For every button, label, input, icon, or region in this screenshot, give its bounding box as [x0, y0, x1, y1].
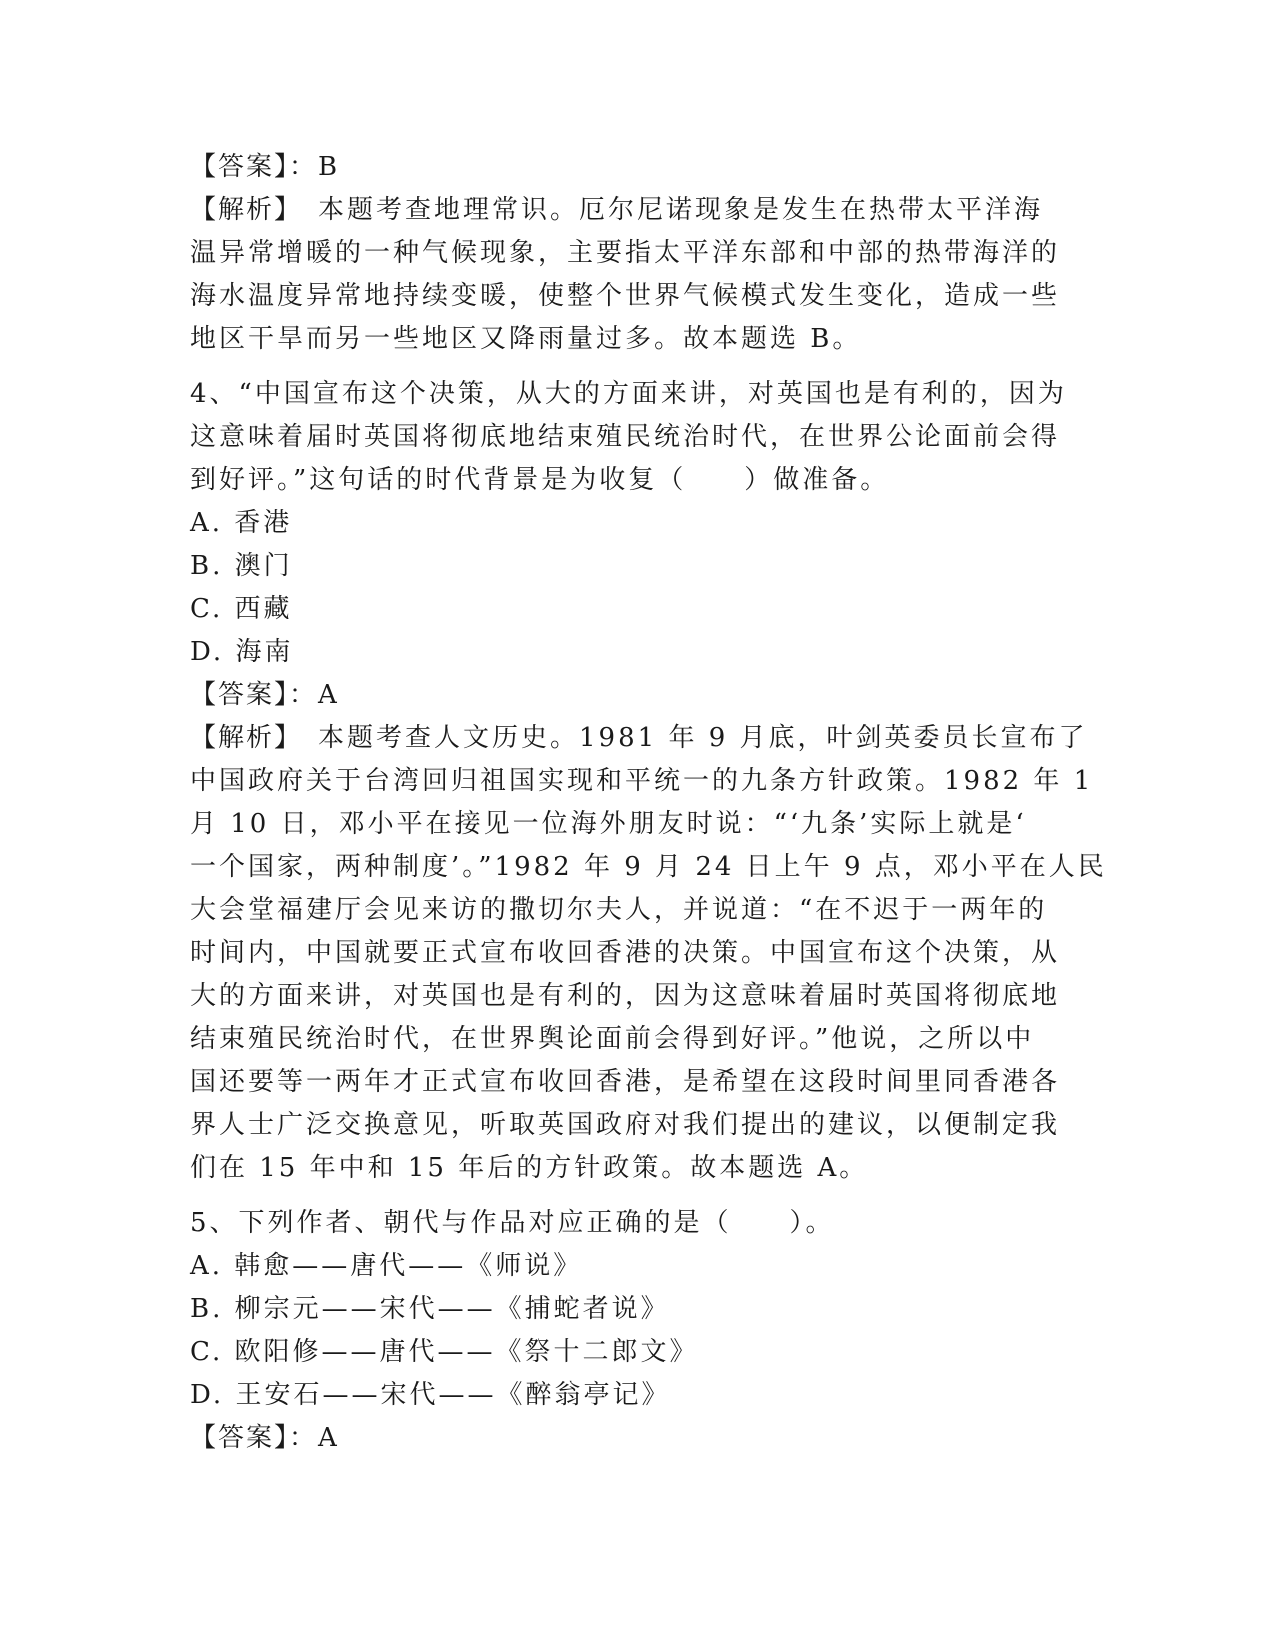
document-content [190, 146, 1107, 1460]
answer-line [190, 674, 1090, 717]
question-4-text: 这意味着届时英国将彻底地结束殖民统治时代，在世界公论面前会得 [190, 422, 1061, 452]
analysis-text: 国还要等一两年才正式宣布收回香港，是希望在这段时间里同香港各 [190, 1067, 1061, 1097]
answer-tag: 【答案】 [190, 1423, 290, 1453]
answer-tag: 【答案】 [190, 680, 290, 710]
question-5-text: 5、下列作者、朝代与作品对应正确的是（ ）。 [190, 1208, 835, 1238]
analysis-text: 地区干旱而另一些地区又降雨量过多。故本题选 B。 [190, 324, 862, 354]
analysis-line [190, 189, 1090, 232]
option-d: D. 王安石——宋代——《醉翁亭记》 [190, 1380, 671, 1410]
option-c: C. 西藏 [190, 594, 293, 624]
analysis-text: 结束殖民统治时代，在世界舆论面前会得到好评。”他说，之所以中 [190, 1024, 1035, 1054]
answer-value: ：A [289, 680, 340, 710]
analysis-text: 界人士广泛交换意见，听取英国政府对我们提出的建议，以便制定我 [190, 1110, 1061, 1140]
analysis-text: 温异常增暖的一种气候现象，主要指太平洋东部和中部的热带海洋的 [190, 238, 1061, 268]
analysis-text: 本题考查人文历史。1981 年 9 月底，叶剑英委员长宣布了 [289, 723, 1088, 753]
analysis-tag: 【解析】 [190, 723, 290, 753]
analysis-text: 一个国家，两种制度’。”1982 年 9 月 24 日上午 9 点，邓小平在人民 [190, 852, 1107, 882]
option-b: B. 澳门 [190, 551, 293, 581]
option-d: D. 海南 [190, 637, 294, 667]
answer-value: ：B [289, 152, 341, 182]
question-4-text: 到好评。”这句话的时代背景是为收复（ ）做准备。 [190, 465, 890, 495]
analysis-text: 中国政府关于台湾回归祖国实现和平统一的九条方针政策。1982 年 1 [190, 766, 1094, 796]
answer-tag: 【答案】 [190, 152, 290, 182]
option-a: A. 韩愈——唐代——《师说》 [190, 1251, 583, 1281]
answer-line [190, 146, 1090, 189]
analysis-text: 海水温度异常地持续变暖，使整个世界气候模式发生变化，造成一些 [190, 281, 1061, 311]
option-b: B. 柳宗元——宋代——《捕蛇者说》 [190, 1294, 670, 1324]
option-c: C. 欧阳修——唐代——《祭十二郎文》 [190, 1337, 699, 1367]
analysis-text: 时间内，中国就要正式宣布收回香港的决策。中国宣布这个决策，从 [190, 938, 1061, 968]
analysis-line [190, 717, 1090, 760]
answer-line [190, 1417, 1090, 1460]
analysis-tag: 【解析】 [190, 195, 290, 225]
analysis-text: 们在 15 年中和 15 年后的方针政策。故本题选 A。 [190, 1153, 869, 1183]
analysis-text: 大会堂福建厅会见来访的撒切尔夫人，并说道：“在不迟于一两年的 [190, 895, 1048, 925]
answer-value: ：A [289, 1423, 340, 1453]
question-4-text: 4、“中国宣布这个决策，从大的方面来讲，对英国也是有利的，因为 [190, 379, 1067, 409]
analysis-text: 本题考查地理常识。厄尔尼诺现象是发生在热带太平洋海 [289, 195, 1044, 225]
analysis-text: 月 10 日，邓小平在接见一位海外朋友时说：“‘九条’实际上就是‘ [190, 809, 1027, 839]
analysis-text: 大的方面来讲，对英国也是有利的，因为这意味着届时英国将彻底地 [190, 981, 1061, 1011]
option-a: A. 香港 [190, 508, 293, 538]
